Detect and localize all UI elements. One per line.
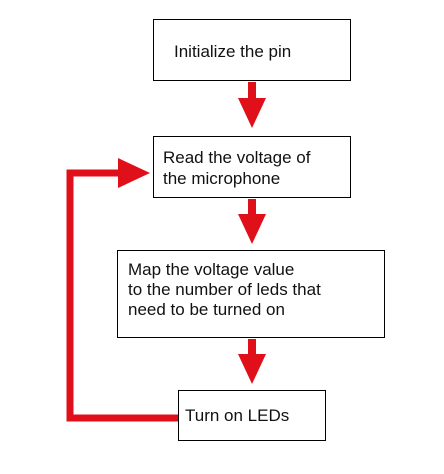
step-initialize-pin: Initialize the pin	[153, 19, 351, 81]
step-turn-on-leds: Turn on LEDs	[178, 390, 326, 441]
arrow-map-to-leds	[238, 339, 266, 384]
arrow-read-to-map	[238, 199, 266, 244]
arrow-init-to-read	[238, 82, 266, 128]
step-read-microphone-voltage: Read the voltage of the microphone	[153, 136, 351, 198]
step-map-voltage-to-leds: Map the voltage value to the number of leds that need to be turned on	[117, 250, 385, 338]
